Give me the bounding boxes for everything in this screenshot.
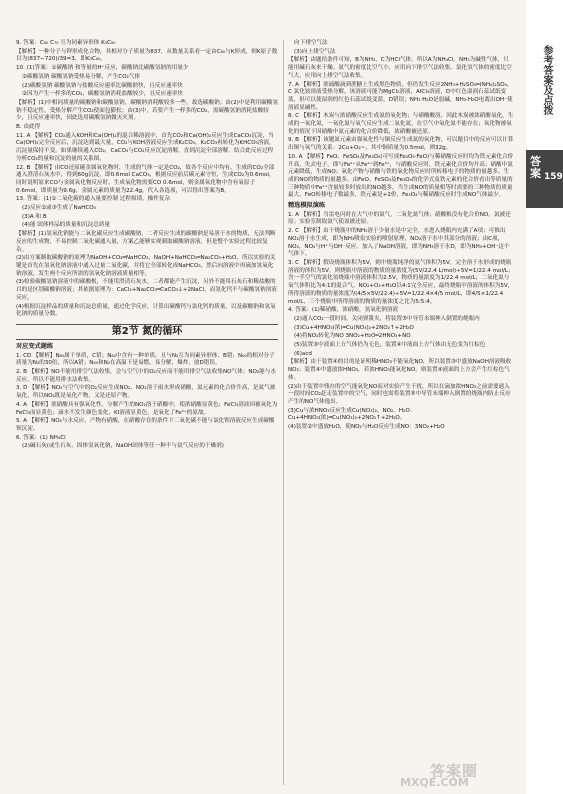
text-line: (3)检验碳酸氢钠溶液中的碳酸根，不能用澄清石灰水，二者都能产生沉淀，另外不能用石灰石和稀盐酸的目的是区别碳酸钠溶液；其依据原理为：CaCl₂+Na₂CO₃═CaCO₃↓+2NaCl，而氢化钙不与碳酸氢钠溶液反应。 — [16, 279, 277, 301]
text-line: (2)通入CO₂一段时间，关闭弹簧夹，将装置⑤中导管末端伸入倒置的烧瓶内 — [294, 315, 480, 322]
text-line: (3)向上排空气法 — [294, 48, 336, 55]
watermark-logo: 答案圈 — [430, 762, 479, 780]
text-line: 3. C 【解析】假设烧瓶体积为5V，则中烧瓶纯净的氨气体积为5V，完全溶于水形成的烧瓶溶液的体积为5V，则烧瓶中溶液的物质的量浓度为(5V/22.4 L/mol)÷5V=1/22.4 mol/L；含一半空气的氯化氢烧瓶中溶液体积为2.5V，物质的量浓度为1/22.4 mol/L；二氧化氮与氧气体积比为4:1的混合气，NO₂+O₂+H₂O以4:1完全反应，最终烧瓶中溶液的体积为5V，所得溶液的物质的量浓度为(4/5×5V/22.4)÷5V=1/22.4×4/5 mol/L，即4/5×1/22.4 mol/L，三个烧瓶中所得溶液的物质的量浓度之比为5:5:4。 — [288, 259, 514, 305]
text-line: 【解析】一种分子与钾形成化合物，其相对分子质量为837，从数量关系看一定由C₆₀与K形成，则K原子数目为(837−720)/39=3，即K₃C₆₀。 — [16, 48, 278, 63]
text-line: (2)反应②或③生成了NaHCO₃ — [22, 205, 96, 212]
section-title: 第2节 氮的循环 — [16, 324, 278, 340]
text-line: (2)碱石灰(或生石灰、固体氢氧化钠，NaOH固体等任一种不与氨气反应的干燥剂) — [22, 443, 224, 450]
watermark-url: MXQE.COM — [400, 776, 469, 789]
text-line: (6)acd — [294, 350, 312, 357]
text-line: 向下排空气法 — [294, 40, 328, 46]
text-line: 10. A 【解析】FeO、FeSO₄及Fe₃O₄(可写成Fe₂O₃·FeO)与稀硝酸反应时均为铁元素化合价升高，失去电子，即与Fe²⁺从Fe²⁺到Fe³⁺，与硝酸反应时，铁元素化合价均升高；硝酸中氮元素降低，生成NO；氧化产物与硝酸与铁的氧化物反应时所转移电子的物质的量越多，生成的NO的物质的量越多。由FeO、FeSO₄及Fe₃O₄的化学式及铁元素的化合价看出等质量的三种物质中Fe²⁺含量较多时放出的NO越多，当生成NO的质量相等时需要的三种物质的质量最大，FeO转移电子数最多，铁元素是+2价，Fe₃O₄与稀硝酸反应时生成NO气体最少。 — [288, 153, 514, 199]
text-line: 12. B 【解析】由CO还原碳金属氧化物时，生成的气体一定是CO₂，故各个反应中均有，生成的CO₂全部通入澄清石灰水中，得到60g沉淀，即0.6mol CaCO₃，根据反应前后碳元素守恒，生成CO₂为0.6mol，同时说明原来CO与金属氧化物反应时，生成氧化物需要CO 0.6mol，则金属氧化物中含有氧原子0.6mol，即质量为9.6g，金属元素的质量为22.4g，代入各选项，可以得出答案为B。 — [16, 164, 275, 194]
text-line: 8. C 【解析】木炭与浓硝酸反应生成氮的氧化物；与硝酸酸溶，因此木炭被浓硝酸氧化，生成的一氧化氮，一氧化氮与氧气反应生成二氧化氮，在空气中氧化氮不能存在；氧化物被氧化的情况下因硝酸中氮元素的化合价降低，浓硝酸被还原。 — [288, 113, 514, 135]
text-line: (4)装置②中盛放H₂O，使NO₂与H₂O反应生成NO：3NO₂+H₂O — [288, 424, 445, 431]
text-line: (4)能 固体样品的质量和沉淀总质量 — [22, 222, 111, 229]
text-line: 7. A 【解析】浓硫酸滴到蔗糖上生成黑色物质，但仍发生反应2NH₃+H₂SO₄═(NH₄)₂SO₄，C 氯化铵溶液受热分解，该溶液可能为MgCl₂溶液，AlCl₃溶液，D中红色湿润石蕊试纸变蓝，但可以使湿润的红色石蕊试纸变蓝，D错误；NH₃·H₂O是弱碱，NH₃·H₂O电离出OH⁻使溶液显碱性。 — [288, 81, 513, 111]
column-divider — [283, 40, 284, 785]
text-line: 2. B 【解析】NO不能用排空气法收集，会与空气中的O₂反应而不能用排空气法收集NO气体；NO₂能与水反应，所以不能用排水法收集。 — [16, 369, 276, 383]
text-line: ②碳酸氢钠 碳酸氢钠受热易分解，产生CO₂气体 — [22, 73, 141, 80]
sub-title: 对应变式题练 — [16, 342, 54, 350]
text-line: 2. C 【解析】由于烧瓶中的NH₃溶于少量水是中完全，水进入烧瓶内充满了A项；可推出NO₂溶于水生成，即为NH₃喷泉实验的喷射原理，NO₂溶于水中其部分的溶液；由C项，NO₂，NO₂与H⁺与OH⁻反应，加入了NaOH溶液，即为NH₃溶于水D，即为NH₃+OH⁻这个气体下。 — [288, 228, 510, 258]
text-line: 9. 答案：C₆₀ C₇₀ 互为同素异形体 K₃C₆₀ — [16, 40, 116, 46]
text-line: (2)由方案制取碳酸钠的原理为NaOH+CO₂═NaHCO₃，NaOH+NaHCO₃═Na₂CO₃+H₂O，所以实验的关键是首先在氢氧化钠溶液中通入过量二氧化碳，并将它全部转化成NaHCO₃，然后向溶液中再滴加氢氧化钠溶液，发生两个反应所需的氢氧化钠溶液质量相等。 — [16, 255, 276, 277]
text-line: 【解析】(1)中相同质量的碳酸钠和碳酸氢钠，碳酸钠消耗酸较多一些，故选碳酸钠；由(2)中是利用碳酸氢钠不稳定性，受热分解产生CO₂使面包膨松；由(3)中，若要产生一样多的CO₂，需碳酸氢钠消耗盐酸较少，且反应速率快，因此选用碳酸氢钠做灭火剂。 — [16, 99, 278, 122]
text-line: (2)由于装置中残存的空气能氧化NO而对实验产生干扰，所以在滴加浓HNO₃之前需要通入一段时间CO₂赶走装置中的空气，同时也需将装置⑤中导管末端伸入倒置的烧瓶内防止反应产生的NO气体逸出。 — [288, 383, 511, 405]
side-tab-title: 参考答案及点拨 — [541, 45, 552, 115]
right-column — [288, 40, 514, 433]
text-line: 5. A 【解析】NO₂与水反应，产物有硝酸，在硝酸存在的条件下二氧化碳不能与氯化钡溶液反应生成碳酸钡沉淀。 — [16, 418, 275, 432]
text-line: (3)A 和 B — [22, 213, 47, 220]
answer-badge — [526, 150, 563, 208]
page-number: 159 — [544, 172, 563, 182]
text-line: (4)将NO₂转化为NO 3NO₂+H₂O═2HNO₃+NO — [294, 333, 411, 340]
text-line: 1. CD 【解析】N₆₀属于单质，C错；N₆₀中含有一种单质，且与N₂互为同素异形体，B错；N₆₀的相对分子质量为N₂的30倍，所以A错；N₆₀和N₂在高温下是易燃，易分解，爆炸，放D错误。 — [16, 352, 275, 367]
text-line: 【解析】由题给条件可知，B为NH₃，C为HCl气体，所以A为NH₄Cl。NH₃为碱性气体，只能用碱石灰来干燥。氨气的密度比空气小，应用向下排空气法收集。氯化氢气体的密度比空气大，应用向上排空气法收集。 — [288, 57, 512, 79]
text-line: 3. D 【解析】NO₂与空气中的O₂反应生成NO₂，NO₂溶于雨水形成硝酸，氮元素的化合价升高，是氮气被氧化，所以NO₂既是氧化产物，又是还原产物。 — [16, 385, 276, 400]
side-tab — [526, 0, 563, 794]
text-line: 13. 答案：(1)①二氧化碳的通入量要控制 过程烦琐，操作复杂 — [16, 196, 171, 203]
text-line: B. 由此得 — [16, 124, 41, 131]
text-line: 【解析】(1)氢氧化钠能与二氧化碳反应生成碳酸钠，二者反应生成的碳酸钠是易溶于水的物质，无法判断反应的生成物，不易控制二氧化碳通入量，方案乙能够实现制取碳酸钠溶液，但是整个实验过程比较复杂。 — [16, 231, 276, 253]
sub-title: 精选模拟演练 — [288, 202, 326, 210]
text-line: ②因为产生一样多的CO₂，碳酸氢钠消耗盐酸较少，且反应速率快 — [22, 91, 184, 98]
text-line: (3)Cu与浓HNO₃反应生成Cu(NO₃)₂、NO₂、H₂O：Cu+4HNO₃(浓)═Cu(NO₃)₂+2NO₂↑+2H₂O。 — [288, 407, 416, 422]
text-line: 4. A 【解析】浓硝酸具有强氧化性，分解产生的NO₂溶于硝酸中，使浓硝酸显黄色；FeCl₃溶液因被氧化为FeCl₃而显黄色；滴水不发生颜色变化，KI溶液显黄色，是氧化了Fe²⁺的原故。 — [16, 401, 278, 416]
answer-label: 答案 — [530, 155, 541, 180]
text-line: (2)碳酸氢钠 碳酸氢钠与盐酸反应速率比碳酸钠快，且反应速率快 — [22, 82, 183, 89]
left-column — [16, 40, 278, 452]
text-line: 4. 答案：(1)稀硝酸，浓硝酸，氢氧化钠溶液 — [288, 307, 399, 314]
text-line: (5)装置③中液面上方气体仍为无色，装置④中液面上方气体由无色变为红棕色 — [294, 342, 486, 349]
text-line: 11. A 【解析】CO₂通入KOH和Ca(OH)₂的混合稀溶液中，首先CO₂和Ca(OH)₂反应生成CaCO₃沉淀，当Ca(OH)₂完全反应后，沉淀达到最大量，CO₂与KOH溶液反应生成K₂CO₃，K₂CO₃再转化为KHCO₃溶液，沉淀量保持不变，如果继续通入CO₂，CaCO₃与CO₂反应沉淀溶解，直到沉淀全部溶解。结合此反应过程分析CO₂的量和沉淀的量的关系图。 — [16, 132, 275, 162]
text-line: 9. B 【解析】该题氮元素由强氧化性与铜反应生成氮的氧化物，可以题目中的反应可以计算出铜与氧气的关系：2Cu+O₂~，其中铜质量为0.5mol，则32g。 — [288, 137, 514, 152]
text-line: 6. 答案：(1) NH₄Cl — [16, 434, 66, 441]
text-line: (3)Cu+4HNO₃(浓)═Cu(NO₃)₂+2NO₂↑+2H₂O — [294, 324, 414, 331]
text-line: 1. A 【解析】当雷电闪时在大气中的氮气，二氧化氮气体；硝酸根没有化合价NO，氮被还原；实验室制取氨气使氮被还原。 — [288, 211, 511, 226]
text-line: 10. (1)答案：①碳酸钠 和等量的H⁺反应，碳酸钠比碳酸氢钠的用量少 — [16, 65, 189, 72]
text-line: 【解析】由于装置④的目的是证明稀HNO₃不能氧化NO，所以装置③中盛放NaOH溶液吸收NO₂；装置④中盛放浓HNO₃，若浓HNO₃能氧化NO，则装置④液面的上方会产生红棕色气体。 — [288, 359, 512, 381]
text-line: (4)根据沉淀样品的质量和沉淀总质量，通过化学反应，计算出碳酸钙与氯化钙的质量，以及碳酸钠和氢氧化钠的质量分数。 — [16, 303, 276, 318]
